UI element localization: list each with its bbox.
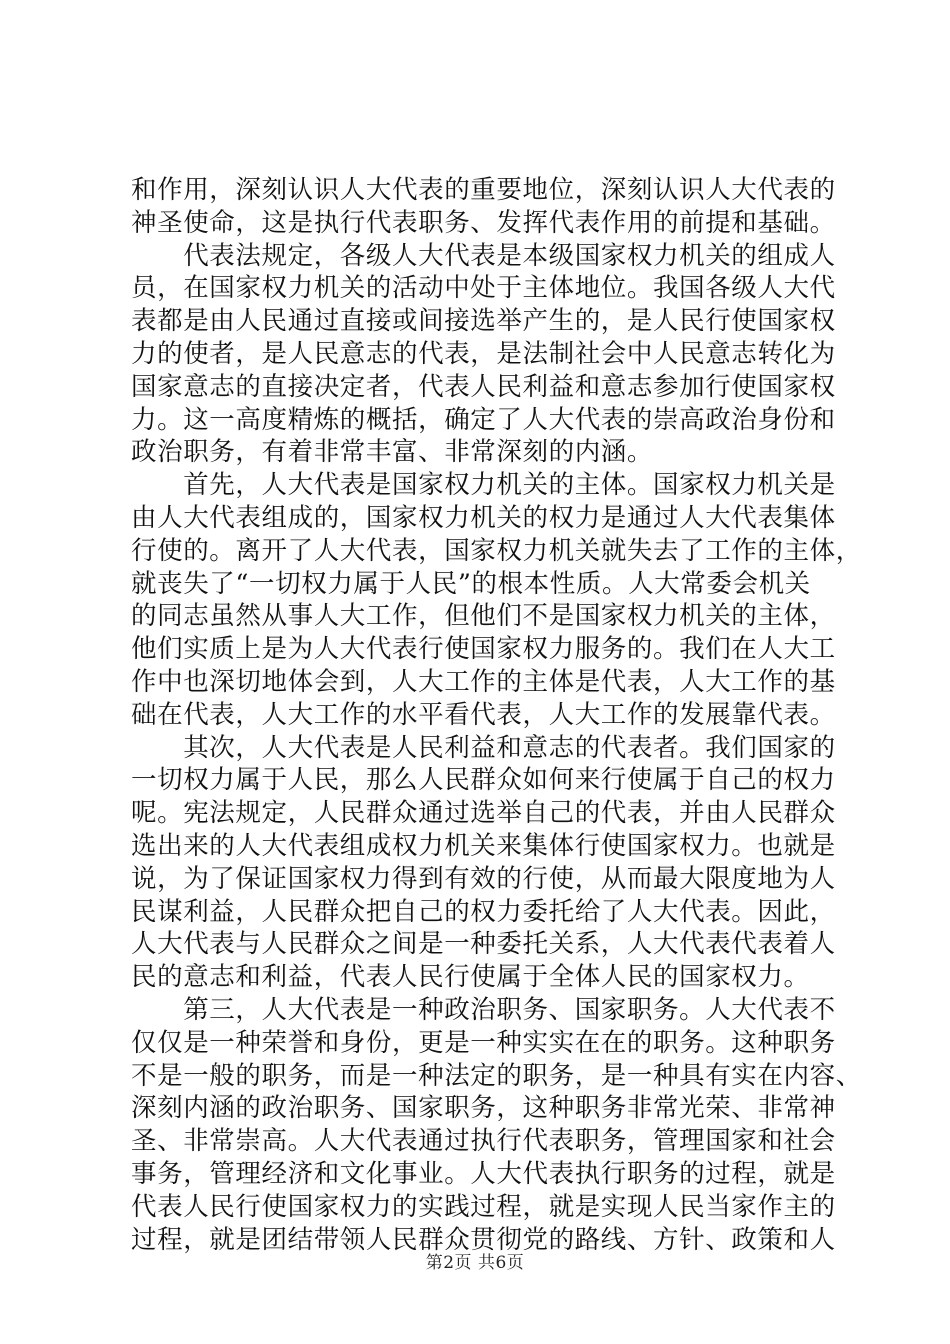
- text-line: 力的使者，是人民意志的代表，是法制社会中人民意志转化为: [131, 338, 836, 369]
- text-line: 呢。宪法规定，人民群众通过选举自己的代表，并由人民群众: [131, 798, 836, 829]
- text-line: 事务，管理经济和文化事业。人大代表执行职务的过程，就是: [131, 1158, 836, 1189]
- text-line: 人大代表与人民群众之间是一种委托关系，人大代表代表着人: [131, 929, 836, 960]
- text-line: 的同志虽然从事人大工作，但他们不是国家权力机关的主体，: [131, 601, 836, 632]
- text-line: 不是一般的职务，而是一种法定的职务，是一种具有实在内容、: [131, 1060, 862, 1091]
- text-line: 圣、非常崇高。人大代表通过执行代表职务，管理国家和社会: [131, 1126, 836, 1157]
- text-line: 仅仅是一种荣誉和身份，更是一种实实在在的职务。这种职务: [131, 1027, 836, 1058]
- text-line: 过程，就是团结带领人民群众贯彻党的路线、方针、政策和人: [131, 1224, 836, 1255]
- text-line: 就丧失了“一切权力属于人民”的根本性质。人大常委会机关: [131, 568, 811, 599]
- text-line: 表都是由人民通过直接或间接选举产生的，是人民行使国家权: [131, 306, 836, 337]
- text-line: 础在代表，人大工作的水平看代表，人大工作的发展靠代表。: [131, 699, 836, 730]
- text-line: 政治职务，有着非常丰富、非常深刻的内涵。: [131, 437, 654, 468]
- text-line: 他们实质上是为人大代表行使国家权力服务的。我们在人大工: [131, 634, 836, 665]
- text-line: 民的意志和利益，代表人民行使属于全体人民的国家权力。: [131, 962, 810, 993]
- text-line: 行使的。离开了人大代表，国家权力机关就失去了工作的主体，: [131, 535, 862, 566]
- text-line: 第三，人大代表是一种政治职务、国家职务。人大代表不: [131, 994, 836, 1025]
- text-line: 作中也深切地体会到，人大工作的主体是代表，人大工作的基: [131, 666, 836, 697]
- text-line: 说，为了保证国家权力得到有效的行使，从而最大限度地为人: [131, 863, 836, 894]
- text-line: 由人大代表组成的，国家权力机关的权力是通过人大代表集体: [131, 502, 836, 533]
- document-body: [131, 174, 862, 1256]
- text-line: 一切权力属于人民，那么人民群众如何来行使属于自己的权力: [131, 765, 836, 796]
- text-line: 深刻内涵的政治职务、国家职务，这种职务非常光荣、非常神: [131, 1093, 836, 1124]
- text-line: 民谋利益，人民群众把自己的权力委托给了人大代表。因此，: [131, 896, 836, 927]
- text-line: 代表人民行使国家权力的实践过程，就是实现人民当家作主的: [131, 1191, 836, 1222]
- text-line: 员，在国家权力机关的活动中处于主体地位。我国各级人大代: [131, 273, 836, 304]
- text-line: 其次，人大代表是人民利益和意志的代表者。我们国家的: [131, 732, 836, 763]
- text-line: 首先，人大代表是国家权力机关的主体。国家权力机关是: [131, 470, 836, 501]
- text-line: 代表法规定，各级人大代表是本级国家权力机关的组成人: [131, 240, 836, 271]
- text-line: 力。这一高度精炼的概括，确定了人大代表的崇高政治身份和: [131, 404, 836, 435]
- text-line: 国家意志的直接决定者，代表人民利益和意志参加行使国家权: [131, 371, 836, 402]
- text-line: 和作用，深刻认识人大代表的重要地位，深刻认识人大代表的: [131, 175, 836, 205]
- text-line: 神圣使命，这是执行代表职务、发挥代表作用的前提和基础。: [131, 207, 836, 238]
- page-footer: 第2页 共6页: [425, 1253, 525, 1273]
- text-line: 选出来的人大代表组成权力机关来集体行使国家权力。也就是: [131, 830, 836, 861]
